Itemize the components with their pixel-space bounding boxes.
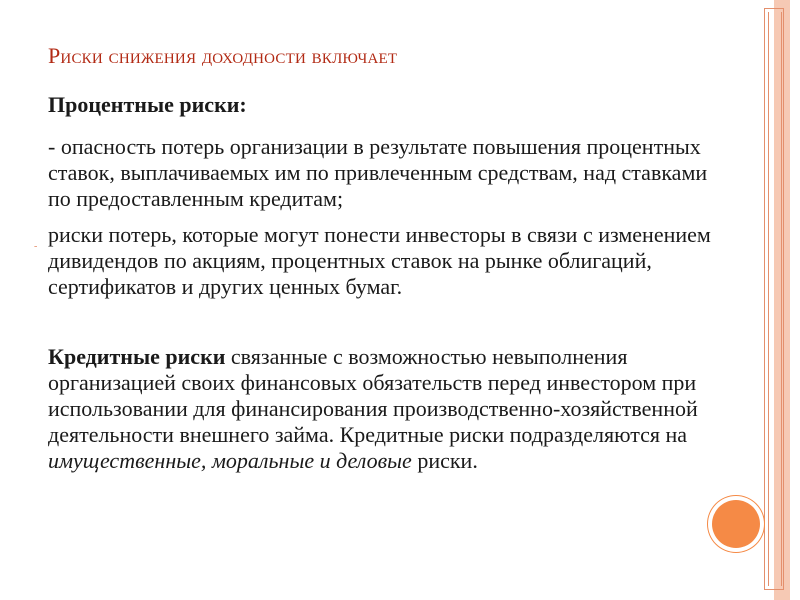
credit-risks-tail: риски.	[411, 448, 478, 473]
decorative-circle	[712, 500, 760, 548]
interest-risk-item-2-text: риски потерь, которые могут понести инвесторы в связи с изменением дивидендов по акциям, процентных ставок на рынке облигаций, сертификатов и других ценных бумаг.	[48, 222, 711, 299]
credit-risks-paragraph	[48, 344, 728, 474]
interest-risk-item-1: - опасность потерь организации в результате повышения процентных ставок, выплачиваемых им по привлеченным средствам, над ставками по предоставленным кредитам;	[48, 134, 708, 211]
bullet-dash-mark: -	[34, 241, 38, 252]
slide-title: Риски снижения доходности включает	[48, 43, 398, 68]
credit-risks-lead: Кредитные риски	[48, 344, 226, 369]
credit-risks-text: связанные с возможностью невыполнения организацией своих финансовых обязательств перед инвестором при использовании для финансирования производственно-хозяйственной деятельности внешнего займа. Кредитные риски подразделяются на	[48, 344, 698, 447]
slide-body	[34, 92, 728, 474]
credit-risks-types: имущественные, моральные и деловые	[48, 448, 412, 473]
interest-risk-item-2	[34, 222, 728, 300]
frame-inner-border	[768, 12, 782, 586]
interest-risks-heading: Процентные риски:	[48, 92, 247, 117]
